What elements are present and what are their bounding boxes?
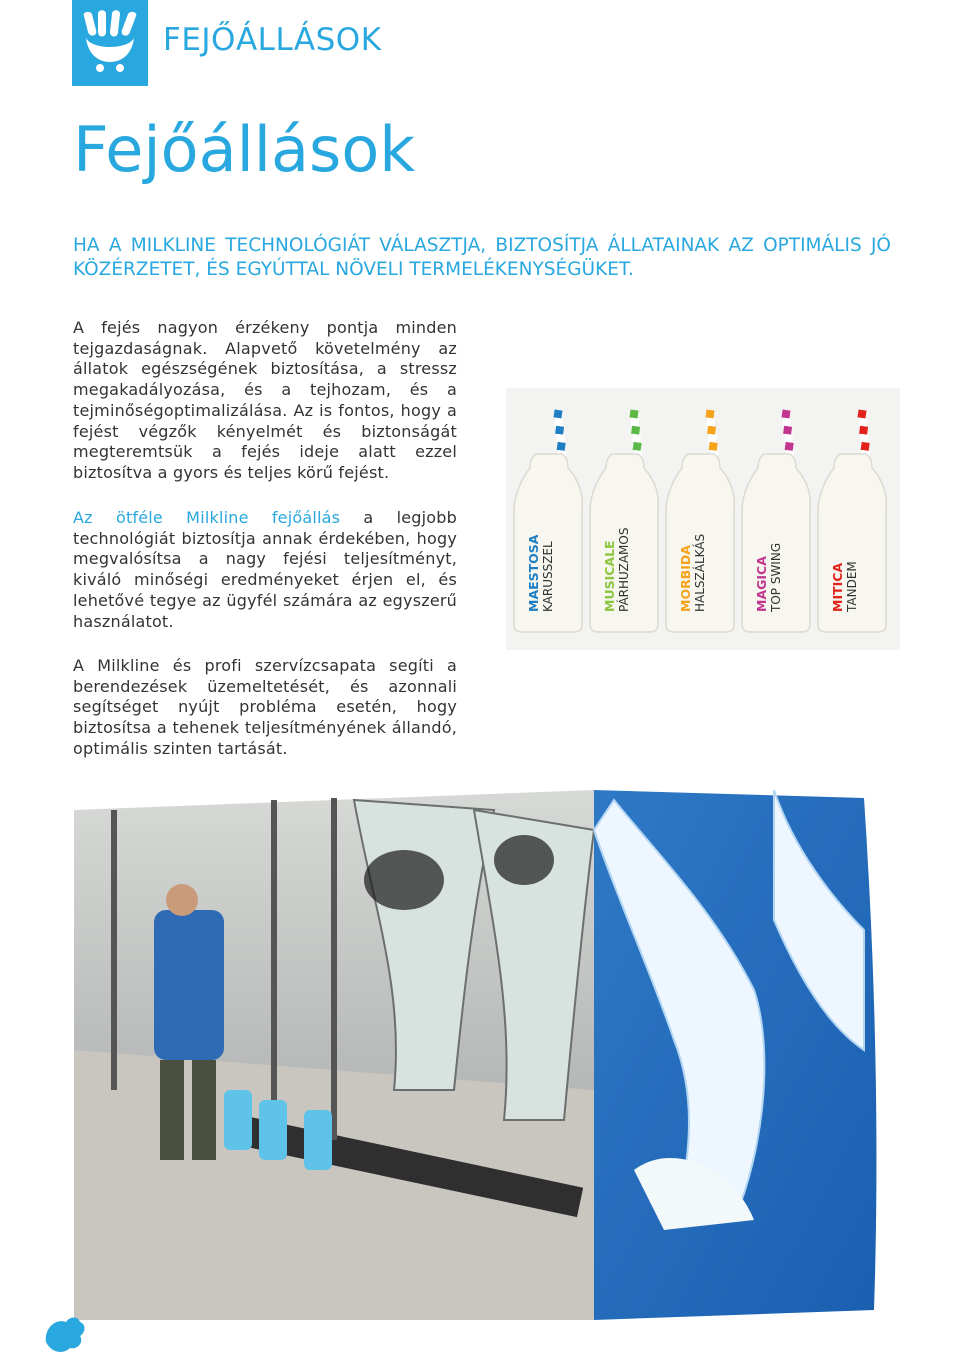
bottle-type-label: KARUSSZEL: [541, 541, 555, 612]
bottle-name-label: MAGICA: [754, 556, 769, 612]
bottle-type-label: TANDEM: [845, 561, 859, 612]
page-title: Fejőállások: [73, 113, 416, 186]
lead-paragraph: HA A MILKLINE TECHNOLÓGIÁT VÁLASZTJA, BIZTOSÍTJA ÁLLATAINAK AZ OPTIMÁLIS JÓ KÖZÉRZETET, ÉS EGYÚTTAL NÖVELI TERMELÉKENYSÉGÜKET.: [73, 235, 891, 280]
udder-logo-icon: [78, 10, 142, 76]
page-number: 2: [50, 1331, 59, 1346]
bottle-type-label: HALSZÁLKÁS: [693, 533, 707, 612]
milk-splash-icon: [40, 1312, 88, 1356]
milking-parlour-photo: [74, 790, 882, 1320]
bottle-name-label: MORBIDA: [678, 545, 693, 612]
body-paragraph-3: A Milkline és profi szervízcsapata segíti a berendezések üzemeltetését, és azonnali segítséget nyújt probléma esetén, hogy biztosítsa a tehenek teljesítményének állandó, optimális szinten tartását.: [73, 656, 457, 758]
body-paragraph-2: [73, 508, 457, 632]
paragraph-2-rest: a legjobb technológiát biztosítja annak érdekében, hogy megvalósítsa a nagy fejési teljesítményt, kiváló minőségi eredményeket érjen el, és lehetővé tegye az ügyfél számára az egyszerű használatot.: [73, 508, 457, 631]
bottle-name-label: MAESTOSA: [526, 534, 541, 612]
body-paragraph-1: A fejés nagyon érzékeny pontja minden tejgazdaságnak. Alapvető követelmény az állatok egészségének biztosítása, a stressz megakadályozása, és a tejhozam, és a tejminőségoptimalizálása. Az is fontos, hogy a fejést végzők kényelmét és biztonságát megteremtsük a fejés ideje alatt ezzel biztosítva a gyors és teljes körű fejést.: [73, 318, 457, 482]
brand-logo: [72, 0, 148, 86]
bottle-name-label: MUSICALE: [602, 540, 617, 612]
bottle-type-label: PÁRHUZAMOS: [617, 527, 631, 612]
section-title: FEJŐÁLLÁSOK: [163, 22, 382, 58]
bottle-type-label: TOP SWING: [769, 542, 783, 612]
milk-bottles-image: [506, 388, 900, 650]
bottle-name-label: MITICA: [830, 562, 845, 612]
highlight-text: Az ötféle Milkline fejőállás: [73, 508, 341, 527]
